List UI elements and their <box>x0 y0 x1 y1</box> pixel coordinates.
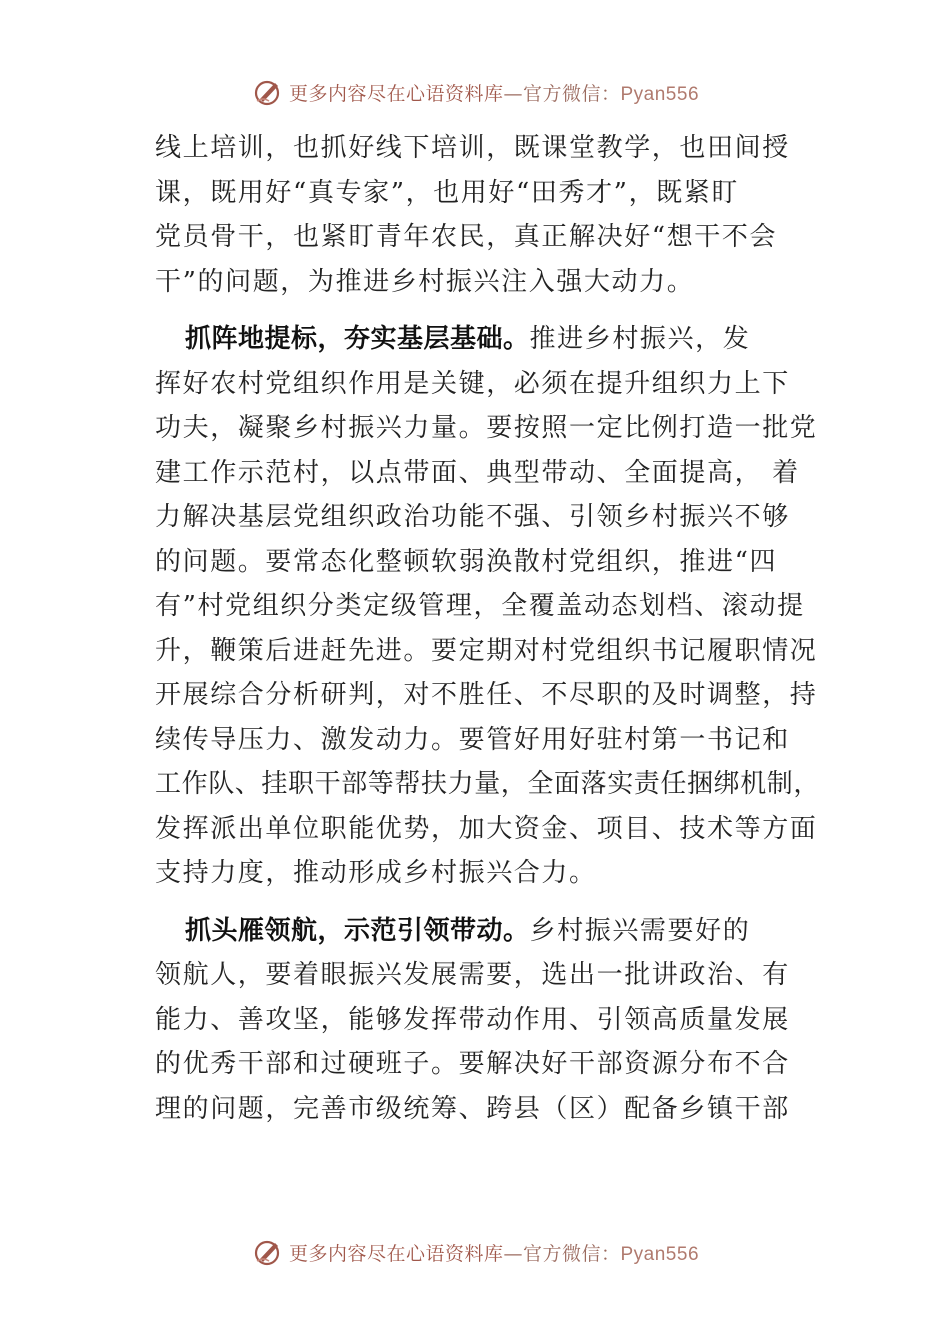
header-label: 官方微信： <box>522 82 621 105</box>
text-line: 领航人，要着眼振兴发展需要，选出一批讲政治、有 <box>155 960 790 990</box>
text-line: 干”的问题，为推进乡村振兴注入强大动力。 <box>155 266 695 297</box>
text-line: 建工作示范村，以点带面、典型带动、全面提高， 着 <box>155 457 800 488</box>
text-line: 力解决基层党组织政治功能不强、引领乡村振兴不够 <box>155 502 790 532</box>
paragraph-3 <box>155 909 815 1132</box>
text-line: 有”村党组织分类定级管理，全覆盖动态划档、滚动提 <box>155 591 805 621</box>
text-line: 线上培训，也抓好线下培训，既课堂教学，也田间授 <box>155 133 790 163</box>
text-line: 升，鞭策后进赶先进。要定期对村党组织书记履职情况 <box>155 635 818 666</box>
text-line <box>155 317 815 362</box>
paragraph-2 <box>155 317 821 896</box>
document-body <box>155 126 821 1131</box>
header-dash: — <box>503 82 523 105</box>
footer-label: 官方微信： <box>522 1242 621 1265</box>
paragraph-1 <box>155 126 815 304</box>
text-line: 开展综合分析研判，对不胜任、不尽职的及时调整，持 <box>155 680 818 710</box>
text-span: 乡村振兴需要好的 <box>529 915 751 946</box>
text-line: 的优秀干部和过硬班子。要解决好干部资源分布不合 <box>155 1049 790 1079</box>
pen-logo-icon <box>251 75 285 109</box>
footer-brand: 更多内容尽在心语资料库 <box>288 1242 504 1265</box>
header-wechat-id: Pyan556 <box>620 83 700 105</box>
text-line: 续传导压力、激发动力。要管好用好驻村第一书记和 <box>155 724 790 755</box>
header-brand: 更多内容尽在心语资料库 <box>288 82 504 105</box>
text-line <box>155 909 815 954</box>
text-line: 功夫，凝聚乡村振兴力量。要按照一定比例打造一批党 <box>155 413 818 443</box>
text-line: 理的问题，完善市级统筹、跨县（区）配备乡镇干部 <box>155 1093 790 1124</box>
footer-banner <box>0 1232 950 1272</box>
text-line: 发挥派出单位职能优势，加大资金、项目、技术等方面 <box>155 813 818 844</box>
header-text <box>289 79 699 106</box>
text-line: 的问题。要常态化整顿软弱涣散村党组织，推进“四 <box>155 546 778 577</box>
footer-dash: — <box>503 1242 523 1265</box>
text-line: 挥好农村党组织作用是关键，必须在提升组织力上下 <box>155 368 790 399</box>
header-banner <box>0 72 950 112</box>
footer-text <box>289 1239 699 1266</box>
text-line: 工作队、挂职干部等帮扶力量，全面落实责任捆绑机制， <box>155 769 821 799</box>
text-line: 能力、善攻坚，能够发挥带动作用、引领高质量发展 <box>155 1004 790 1035</box>
text-span: 推进乡村振兴，发 <box>529 324 751 354</box>
text-line: 支持力度，推动形成乡村振兴合力。 <box>155 858 597 888</box>
section-heading: 抓头雁领航，示范引领带动。 <box>185 915 530 946</box>
text-line: 课，既用好“真专家”，也用好“田秀才”，既紧盯 <box>155 177 739 208</box>
pen-logo-icon <box>251 1235 285 1269</box>
footer-wechat-id: Pyan556 <box>620 1243 700 1265</box>
text-line: 党员骨干，也紧盯青年农民，真正解决好“想干不会 <box>155 222 778 252</box>
section-heading: 抓阵地提标，夯实基层基础。 <box>185 324 530 354</box>
